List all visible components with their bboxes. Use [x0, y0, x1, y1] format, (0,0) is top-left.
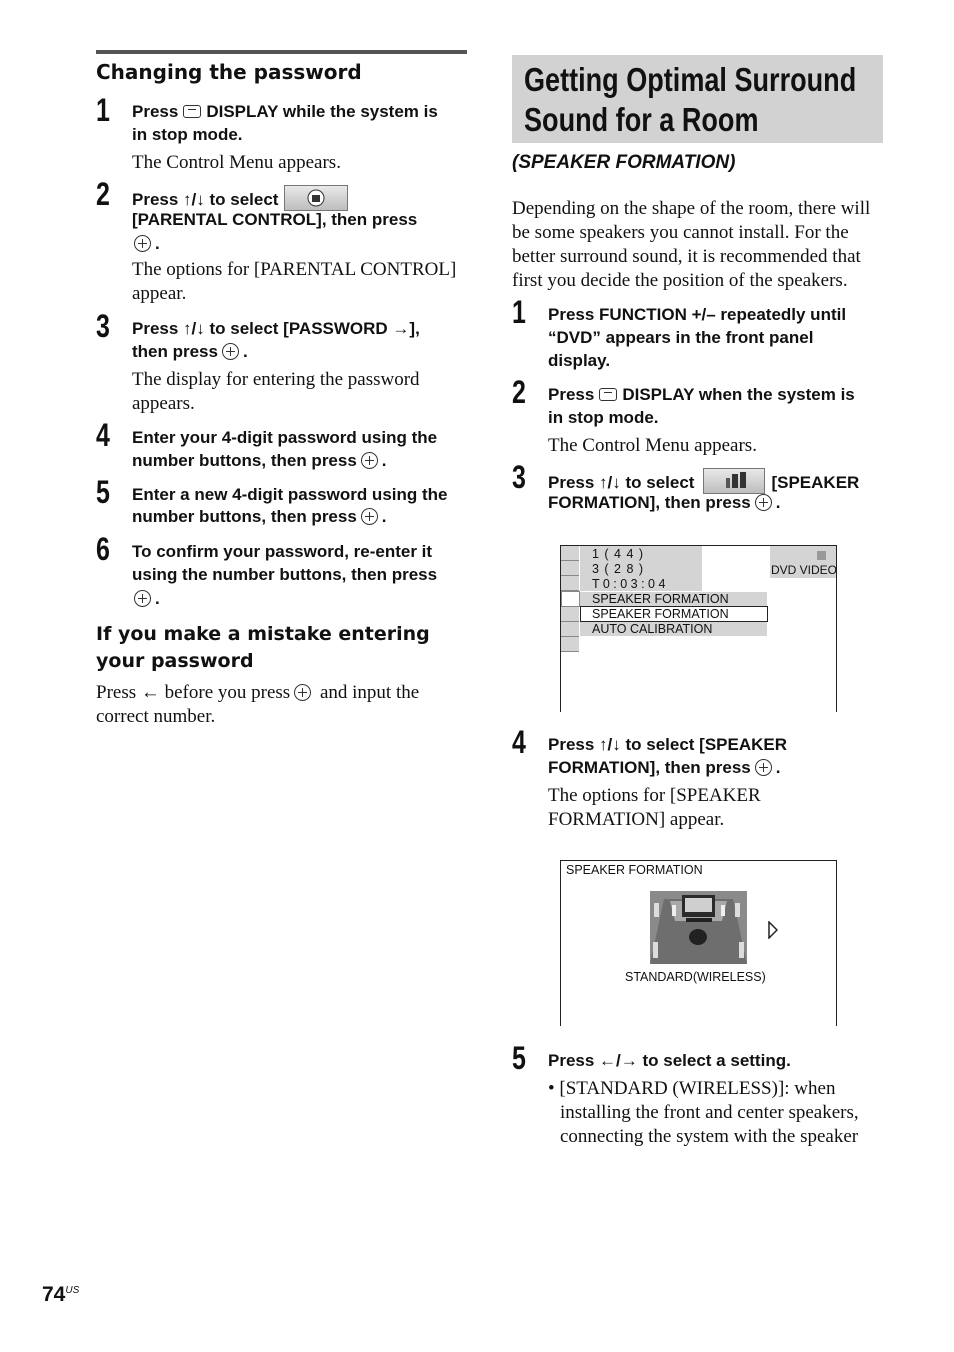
enter-button-icon	[294, 684, 311, 701]
menu-icon-cell	[561, 576, 579, 591]
page-region-suffix: US	[65, 1285, 80, 1296]
right-arrow-icon	[768, 921, 778, 944]
page-title: Getting Optimal Surround	[524, 61, 857, 98]
menu-item-label: SPEAKER FORMATION	[592, 592, 729, 606]
step-result: The options for [PARENTAL CONTROL]	[132, 259, 457, 280]
step-instruction: Press ↑/↓ to select [SPEAKER	[548, 468, 859, 494]
screen-border	[560, 860, 561, 1026]
step-instruction: display.	[548, 351, 611, 370]
enter-button-icon	[755, 759, 772, 776]
menu-icon-cell	[561, 637, 579, 652]
stop-icon	[817, 551, 826, 560]
room-diagram-icon	[650, 891, 747, 964]
step-instruction: Press ↑/↓ to select [SPEAKER	[548, 735, 788, 754]
subtitle: (SPEAKER FORMATION)	[512, 152, 736, 173]
step-number: 5	[96, 474, 110, 510]
title-number: 1 ( 4 4 )	[592, 547, 645, 561]
step-number: 3	[96, 308, 110, 344]
menu-icon-cell-selected	[561, 591, 580, 607]
step-instruction: in stop mode.	[548, 408, 659, 427]
page-title: Sound for a Room	[524, 101, 759, 138]
screen-border	[560, 860, 837, 861]
step-result: appears.	[132, 393, 195, 414]
bullet-text: connecting the system with the speaker	[560, 1126, 859, 1147]
intro-text: better surround sound, it is recommended that	[512, 246, 861, 267]
step-instruction: Press ←/→ to select a setting.	[548, 1051, 791, 1070]
title-banner	[512, 55, 883, 143]
step-instruction: in stop mode.	[132, 125, 243, 144]
display-icon	[599, 388, 617, 401]
menu-icon-cell	[561, 561, 579, 576]
step-number: 2	[96, 176, 110, 212]
step-instruction: Enter your 4-digit password using the	[132, 428, 438, 447]
intro-text: Depending on the shape of the room, there will	[512, 198, 871, 219]
step-instruction: FORMATION], then press .	[548, 493, 781, 512]
step-instruction: Press DISPLAY while the system is	[132, 102, 438, 121]
step-result: The display for entering the password	[132, 369, 420, 390]
step-instruction: using the number buttons, then press	[132, 565, 438, 584]
screen-border	[836, 860, 837, 1026]
display-icon	[183, 105, 201, 118]
mistake-text: Press ← before you press and input the	[96, 682, 420, 703]
step-instruction: number buttons, then press .	[132, 451, 387, 470]
enter-button-icon	[361, 508, 378, 525]
step-instruction: Press FUNCTION +/– repeatedly until	[548, 305, 847, 324]
left-arrow-icon: ←	[140, 682, 160, 703]
step-number: 1	[96, 92, 110, 128]
step-instruction: then press .	[132, 342, 248, 361]
step-instruction: To confirm your password, re-enter it	[132, 542, 433, 561]
step-number: 2	[512, 374, 526, 410]
menu-item-label: AUTO CALIBRATION	[592, 622, 713, 636]
bullet-text: • [STANDARD (WIRELESS)]: when	[548, 1078, 836, 1099]
step-instruction: “DVD” appears in the front panel	[548, 328, 814, 347]
menu-icon-cell	[561, 546, 579, 561]
page-number: $74^{US}$	[42, 1283, 80, 1306]
step-instruction: FORMATION], then press .	[548, 758, 781, 777]
intro-text: first you decide the position of the speakers.	[512, 270, 848, 291]
time-readout: T 0 : 0 3 : 0 4	[592, 577, 666, 591]
step-instruction: [PARENTAL CONTROL], then press	[132, 210, 418, 229]
step-instruction: Press ↑/↓ to select [PASSWORD →],	[132, 319, 420, 338]
setting-label: STANDARD(WIRELESS)	[625, 970, 766, 984]
step-result: FORMATION] appear.	[548, 809, 725, 830]
section-title: Changing the password	[96, 60, 362, 84]
step-instruction: .	[132, 587, 160, 610]
enter-button-icon	[755, 494, 772, 511]
step-result: The options for [SPEAKER	[548, 785, 761, 806]
step-result: appear.	[132, 283, 187, 304]
menu-item-label: SPEAKER FORMATION	[592, 607, 729, 621]
step-result: The Control Menu appears.	[132, 152, 341, 173]
section-rule	[96, 50, 467, 54]
mistake-text: correct number.	[96, 706, 216, 727]
step-number: 4	[96, 417, 110, 453]
chapter-number: 3 ( 2 8 )	[592, 562, 645, 576]
menu-icon-cell	[561, 607, 579, 622]
step-instruction: Press ↑/↓ to select	[132, 185, 348, 211]
step-number: 3	[512, 459, 526, 495]
step-number: 5	[512, 1040, 526, 1076]
media-type: DVD VIDEO	[771, 563, 838, 577]
enter-button-icon	[361, 452, 378, 469]
step-instruction: Enter a new 4-digit password using the	[132, 485, 448, 504]
intro-text: be some speakers you cannot install. For the	[512, 222, 849, 243]
step-number: 4	[512, 724, 526, 760]
step-instruction: .	[132, 232, 160, 255]
step-instruction: number buttons, then press .	[132, 507, 387, 526]
enter-button-icon	[134, 590, 151, 607]
screen-title: SPEAKER FORMATION	[566, 863, 703, 877]
subsection-title: your password	[96, 650, 254, 672]
step-instruction: Press DISPLAY when the system is	[548, 385, 855, 404]
step-number: 6	[96, 531, 110, 567]
bullet-text: installing the front and center speakers,	[560, 1102, 859, 1123]
enter-button-icon	[134, 235, 151, 252]
subsection-title: If you make a mistake entering	[96, 623, 430, 645]
enter-button-icon	[222, 343, 239, 360]
step-result: The Control Menu appears.	[548, 435, 757, 456]
step-number: 1	[512, 294, 526, 330]
menu-icon-cell	[561, 622, 579, 637]
